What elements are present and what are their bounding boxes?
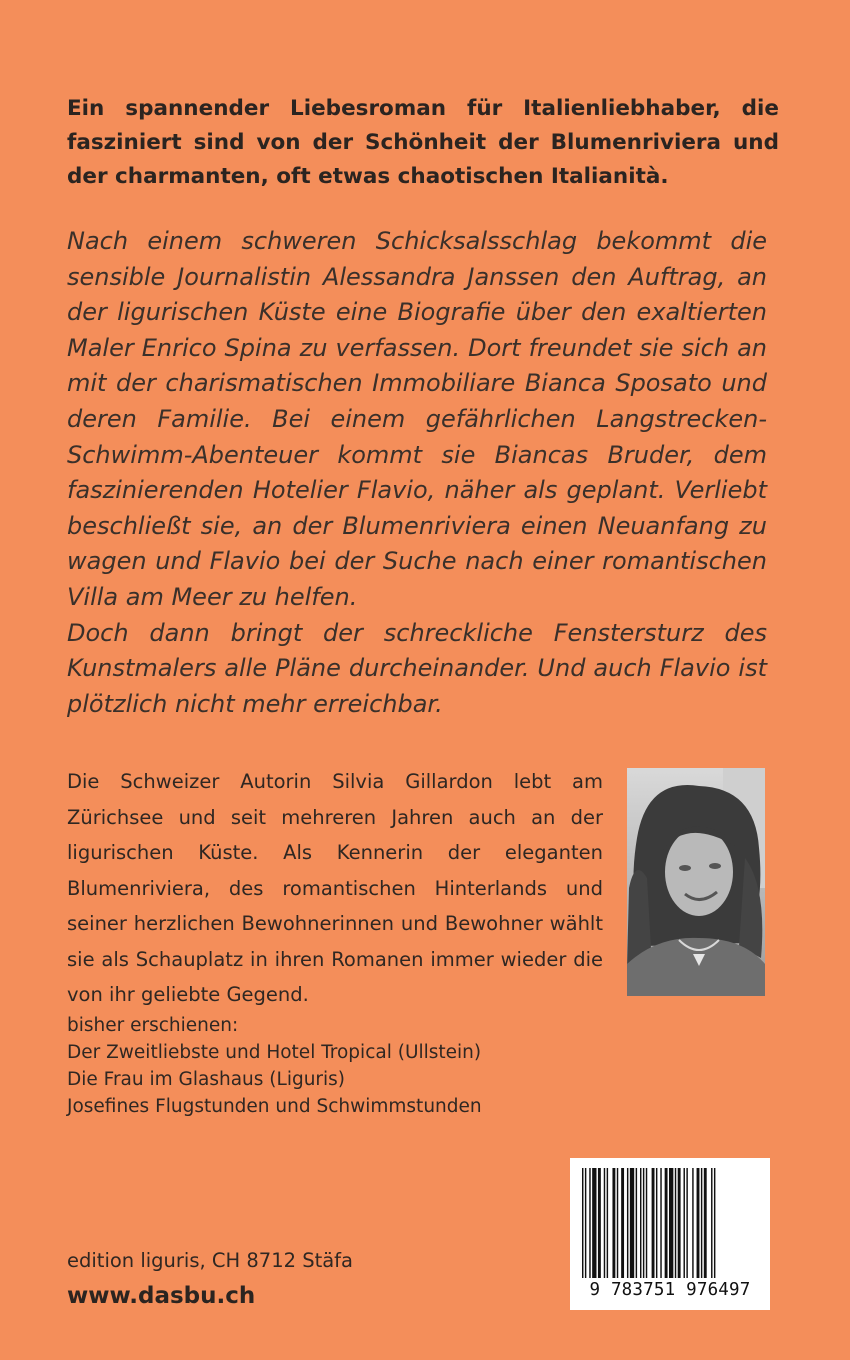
published-title: Der Zweitliebste und Hotel Tropical (Ullstein) — [67, 1042, 482, 1063]
barcode-bar — [675, 1168, 676, 1278]
website-link[interactable]: www.dasbu.ch — [67, 1283, 256, 1309]
published-heading: bisher erschienen: — [67, 1015, 239, 1036]
barcode-bar — [684, 1168, 685, 1278]
published-works — [67, 1012, 547, 1120]
author-photo — [627, 768, 765, 996]
published-title: Josefines Flugstunden und Schwimmstunden — [67, 1096, 482, 1117]
barcode-bar — [589, 1168, 590, 1278]
tagline: Ein spannender Liebesroman für Italienliebhaber, die fasziniert sind von der Schönheit der Blumenriviera und der charmanten, oft etwas chaotischen Italianità. — [67, 96, 779, 189]
barcode-bar — [714, 1168, 715, 1278]
blurb-paragraph-2: Doch dann bringt der schreckliche Fenstersturz des Kunstmalers alle Pläne durcheinander. Und auch Flavio ist plötzlich nicht mehr erreichbar. — [67, 618, 767, 718]
barcode-bar — [621, 1168, 624, 1278]
published-title: Die Frau im Glashaus (Liguris) — [67, 1069, 346, 1090]
barcode-bar — [665, 1168, 668, 1278]
barcode-bar — [582, 1168, 583, 1278]
barcode-bar — [704, 1168, 707, 1278]
blurb-paragraph-1: Nach einem schweren Schicksalsschlag bekommt die sensible Journalistin Alessandra Janssen den Auftrag, an der ligurischen Küste eine Biografie über den exaltierten Maler Enrico Spina zu verfassen. Dort freundet sie sich an mit der charismatischen Immobiliare Bianca Sposato und deren Familie. Bei einem gefährlichen Langstrecken-Schwimm-Abenteuer kommt sie Biancas Bruder, dem faszinierenden Hotelier Flavio, näher als geplant. Verliebt beschließt sie, an der Blumenriviera einen Neuanfang zu wagen und Flavio bei der Suche nach einer romantischen Villa am Meer zu helfen. — [67, 227, 767, 611]
barcode-bar — [643, 1168, 644, 1278]
barcode-bar — [630, 1168, 634, 1278]
barcode-bar — [627, 1168, 628, 1278]
barcode-bar — [701, 1168, 702, 1278]
barcode-bar — [640, 1168, 641, 1278]
barcode-bar — [636, 1168, 637, 1278]
isbn-barcode — [570, 1158, 770, 1310]
barcode-bar — [604, 1168, 605, 1278]
barcode-bars — [582, 1168, 758, 1278]
barcode-bar — [656, 1168, 657, 1278]
barcode-bar — [686, 1168, 687, 1278]
barcode-bar — [598, 1168, 601, 1278]
barcode-bar — [711, 1168, 712, 1278]
barcode-bar — [678, 1168, 681, 1278]
author-bio: Die Schweizer Autorin Silvia Gillardon lebt am Zürichsee und seit mehreren Jahren auch an der ligurischen Küste. Als Kennerin der eleganten Blumenriviera, des romantischen Hinterlands und seiner herzlichen Bewohnerinnen und Bewohner wählt sie als Schauplatz in ihren Romanen immer wieder die von ihr geliebte Gegend. — [67, 770, 603, 1006]
barcode-bar — [669, 1168, 673, 1278]
barcode-bar — [697, 1168, 700, 1278]
barcode-bar — [592, 1168, 596, 1278]
book-blurb — [67, 224, 767, 722]
barcode-bar — [617, 1168, 618, 1278]
barcode-bar — [612, 1168, 615, 1278]
barcode-bar — [607, 1168, 608, 1278]
barcode-bar — [692, 1168, 693, 1278]
barcode-bar — [660, 1168, 661, 1278]
barcode-bar — [646, 1168, 647, 1278]
barcode-bar — [652, 1168, 655, 1278]
barcode-bar — [585, 1168, 586, 1278]
publisher-info: edition liguris, CH 8712 Stäfa — [67, 1249, 353, 1272]
isbn-digits: 9 783751 976497 — [589, 1280, 751, 1300]
